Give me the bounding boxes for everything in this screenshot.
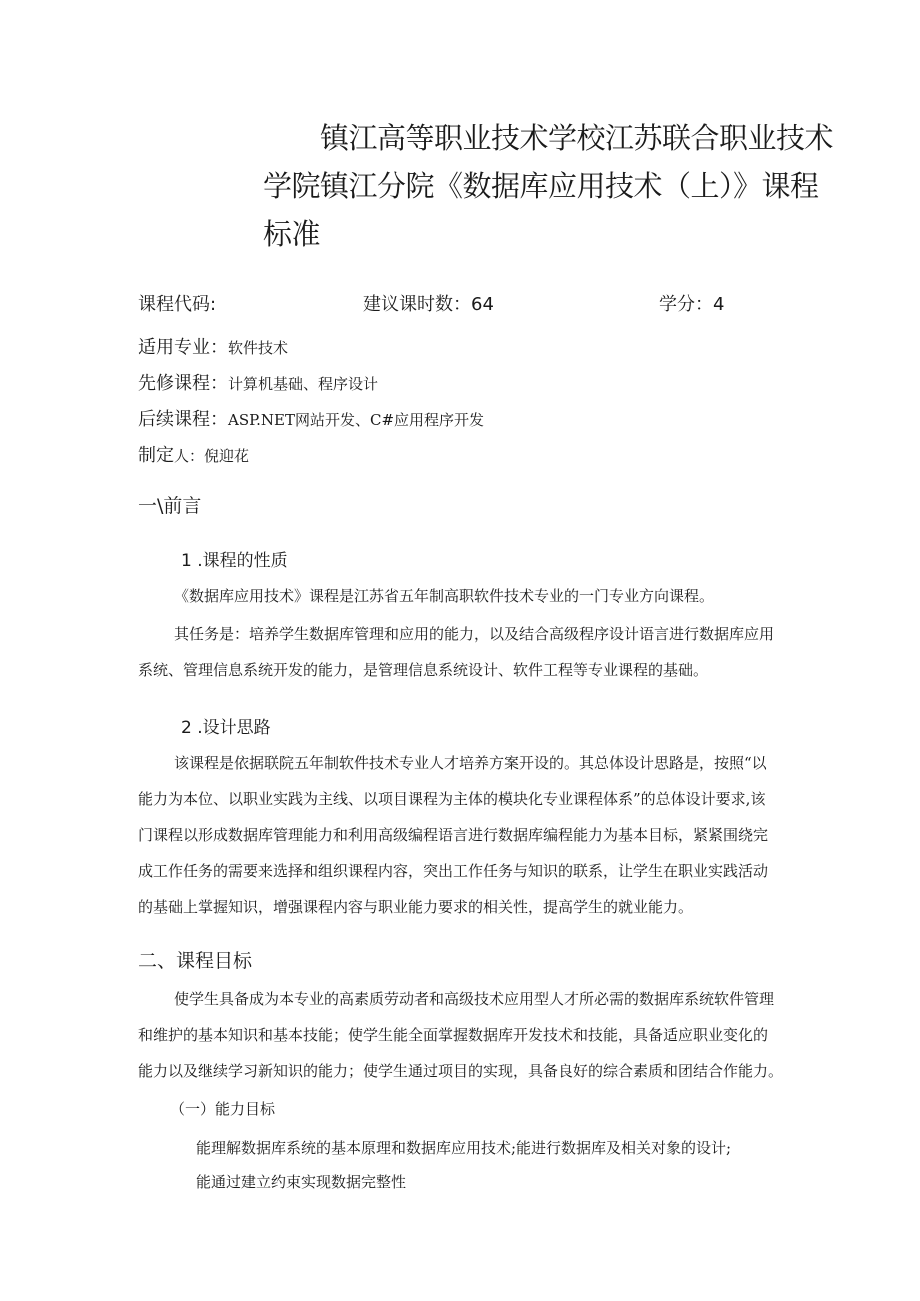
goals-line-3: 能力以及继续学习新知识的能力；使学生通过项目的实现，具备良好的综合素质和团结合作能力。: [138, 1062, 784, 1080]
author-label: 制定: [138, 445, 174, 466]
section2-heading: 二、课程目标: [138, 950, 253, 972]
nature-paragraph-2-line-2: 系统、管理信息系统开发的能力，是管理信息系统设计、软件工程等专业课程的基础。: [138, 661, 709, 679]
author-row: [138, 441, 249, 467]
goals-line-1: 使学生具备成为本专业的高素质劳动者和高级技术应用型人才所必需的数据库系统软件管理: [174, 990, 775, 1008]
author-value: 倪迎花: [204, 447, 250, 465]
followup-label: 后续课程：: [138, 409, 228, 430]
followup-value: ASP.NET网站开发、C#应用程序开发: [228, 411, 485, 429]
section1-sub2-heading: 2 .设计思路: [181, 718, 271, 738]
major-row: [138, 333, 288, 359]
course-hours: 建议课时数：64: [363, 294, 494, 315]
nature-paragraph-1: 《数据库应用技术》课程是江苏省五年制高职软件技术专业的一门专业方向课程。: [174, 587, 715, 605]
prereq-label: 先修课程：: [138, 373, 228, 394]
major-label: 适用专业：: [138, 337, 228, 358]
design-line-2: 能力为本位、以职业实践为主线、以项目课程为主体的模块化专业课程体系”的总体设计要求,该: [138, 790, 766, 808]
design-line-5: 的基础上掌握知识，增强课程内容与职业能力要求的相关性，提高学生的就业能力。: [138, 898, 694, 916]
course-credit: 学分：4: [659, 294, 725, 315]
title-line-3: 标准: [263, 217, 321, 251]
major-value: 软件技术: [228, 339, 289, 357]
title-line-2: 学院镇江分院《数据库应用技术（上）》课程: [263, 169, 819, 203]
author-label-small: 人：: [174, 447, 205, 465]
design-line-3: 门课程以形成数据库管理能力和利用高级编程语言进行数据库编程能力为基本目标，紧紧围绕完: [138, 826, 769, 844]
design-line-4: 成工作任务的需要来选择和组织课程内容，突出工作任务与知识的联系，让学生在职业实践活动: [138, 862, 769, 880]
section1-heading: 一\前言: [138, 495, 202, 517]
section1-sub1-heading: 1 .课程的性质: [181, 551, 288, 571]
ability-goal-line-2: 能通过建立约束实现数据完整性: [196, 1173, 407, 1191]
ability-goal-line-1: 能理解数据库系统的基本原理和数据库应用技术;能进行数据库及相关对象的设计;: [196, 1139, 732, 1157]
design-line-1: 该课程是依据联院五年制软件技术专业人才培养方案开设的。其总体设计思路是，按照“以: [174, 754, 767, 772]
course-code-label: 课程代码:: [138, 294, 217, 315]
goals-line-2: 和维护的基本知识和基本技能；使学生能全面掌握数据库开发技术和技能，具备适应职业变化的: [138, 1026, 769, 1044]
ability-goals-heading: （一）能力目标: [170, 1100, 276, 1118]
nature-paragraph-2-line-1: 其任务是：培养学生数据库管理和应用的能力，以及结合高级程序设计语言进行数据库应用: [174, 625, 775, 643]
prereq-value: 计算机基础、程序设计: [228, 375, 379, 393]
title-line-1: 镇江高等职业技术学校江苏联合职业技术: [320, 121, 834, 155]
followup-row: [138, 405, 484, 431]
prereq-row: [138, 369, 378, 395]
